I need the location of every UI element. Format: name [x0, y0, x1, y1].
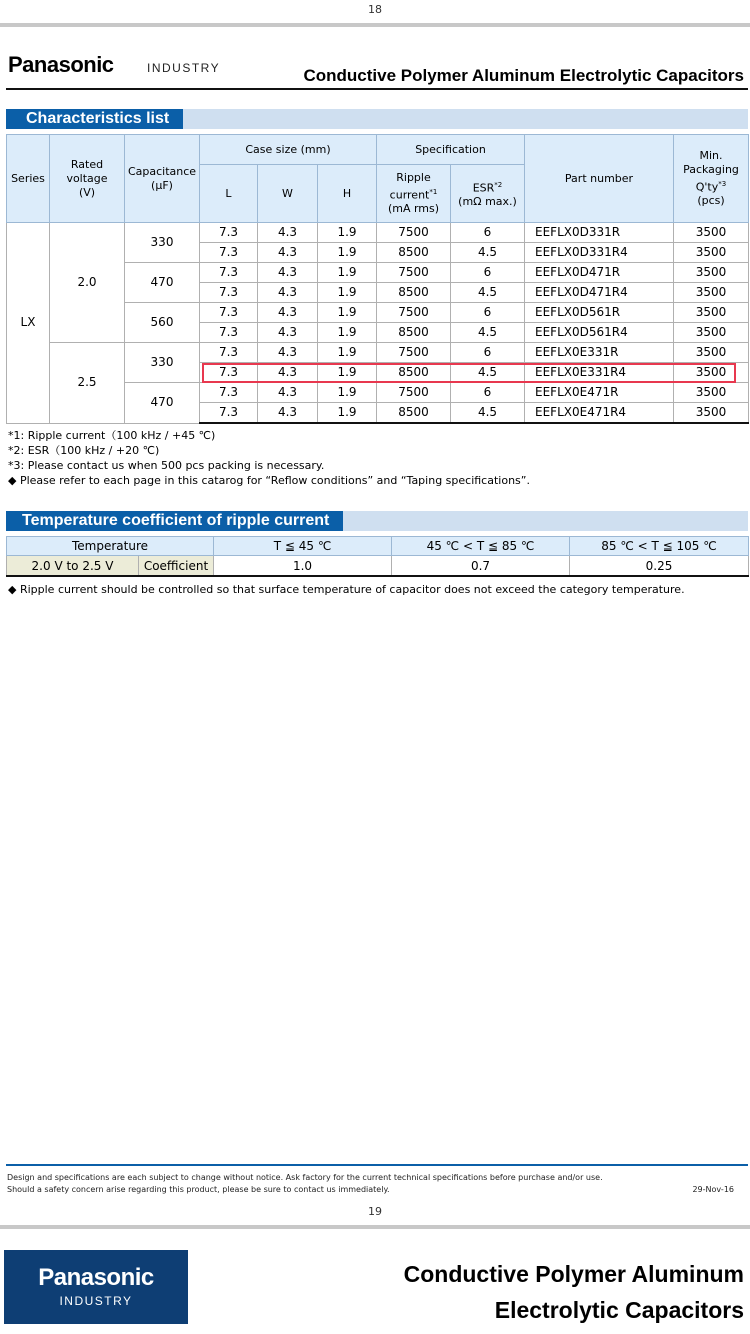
row-esr-cell: 4.5 [451, 243, 525, 263]
row-ripple-cell: 8500 [377, 323, 451, 343]
temp-row-label: Coefficient [139, 556, 214, 577]
row-w-cell: 4.3 [258, 263, 318, 283]
row-w-cell: 4.3 [258, 243, 318, 263]
footer-disclaimer [7, 1172, 603, 1196]
col-header-esr: ESR$^{*2}$ (mΩ max.) [451, 165, 525, 223]
row-h-cell: 1.9 [318, 243, 377, 263]
temp-value-3: 0.25 [570, 556, 749, 577]
row-esr-cell: 6 [451, 343, 525, 363]
col-header-case-size: Case size (mm) [200, 135, 377, 165]
brand-industry: INDUSTRY [147, 61, 221, 75]
row-esr-cell: 6 [451, 303, 525, 323]
row-l-cell: 7.3 [200, 363, 258, 383]
row-min-pack-cell: 3500 [674, 303, 749, 323]
temp-header-col-1: T ≦ 45 ℃ [214, 537, 392, 556]
row-l-cell: 7.3 [200, 323, 258, 343]
row-ripple-cell: 7500 [377, 303, 451, 323]
page-separator-top [0, 23, 750, 27]
highlighted-row-box [202, 363, 736, 383]
row-w-cell: 4.3 [258, 283, 318, 303]
page-separator-bottom [0, 1225, 750, 1229]
row-l-cell: 7.3 [200, 303, 258, 323]
row-h-cell: 1.9 [318, 383, 377, 403]
characteristics-section-header [6, 109, 748, 129]
row-w-cell: 4.3 [258, 343, 318, 363]
col-header-specification: Specification [377, 135, 525, 165]
capacitance-cell: 560 [125, 303, 200, 343]
row-w-cell: 4.3 [258, 363, 318, 383]
row-ripple-cell: 7500 [377, 223, 451, 243]
footer-line-2: Should a safety concern arise regarding this product, please be sure to contact us immediately. [7, 1185, 390, 1194]
col-header-part-number: Part number [525, 135, 674, 223]
row-w-cell: 4.3 [258, 323, 318, 343]
col-header-series: Series [7, 135, 50, 223]
row-l-cell: 7.3 [200, 283, 258, 303]
row-esr-cell: 4.5 [451, 403, 525, 424]
document-title: Conductive Polymer Aluminum Electrolytic Capacitors [303, 66, 744, 85]
col-header-capacitance: Capacitance (μF) [125, 135, 200, 223]
row-w-cell: 4.3 [258, 223, 318, 243]
row-part-number-cell: EEFLX0D561R4 [525, 323, 674, 343]
row-part-number-cell: EEFLX0E471R4 [525, 403, 674, 424]
col-header-ripple: Ripple current$^{*1}$ (mA rms) [377, 165, 451, 223]
row-min-pack-cell: 3500 [674, 223, 749, 243]
row-min-pack-cell: 3500 [674, 403, 749, 424]
row-part-number-cell: EEFLX0E331R4 [525, 363, 674, 383]
row-w-cell: 4.3 [258, 303, 318, 323]
row-ripple-cell: 7500 [377, 383, 451, 403]
row-ripple-cell: 8500 [377, 243, 451, 263]
capacitance-cell: 470 [125, 383, 200, 424]
temperature-section-title: Temperature coefficient of ripple current [6, 511, 343, 531]
row-min-pack-cell: 3500 [674, 343, 749, 363]
capacitance-cell: 470 [125, 263, 200, 303]
bottom-title-line-1: Conductive Polymer Aluminum [403, 1261, 744, 1287]
temp-header-col-2: 45 ℃ < T ≦ 85 ℃ [392, 537, 570, 556]
row-h-cell: 1.9 [318, 223, 377, 243]
footer-rule [6, 1164, 748, 1166]
row-ripple-cell: 8500 [377, 363, 451, 383]
header-rule [6, 88, 748, 90]
footer-date: 29-Nov-16 [692, 1185, 734, 1194]
bottom-title-line-2: Electrolytic Capacitors [494, 1297, 744, 1323]
logo-industry: INDUSTRY [59, 1294, 133, 1308]
row-ripple-cell: 7500 [377, 263, 451, 283]
capacitance-cell: 330 [125, 343, 200, 383]
rated-voltage-cell: 2.5 [50, 343, 125, 424]
brand-logo: Panasonic [8, 52, 114, 77]
row-esr-cell: 6 [451, 383, 525, 403]
row-esr-cell: 4.5 [451, 323, 525, 343]
row-l-cell: 7.3 [200, 343, 258, 363]
row-min-pack-cell: 3500 [674, 323, 749, 343]
row-part-number-cell: EEFLX0D471R4 [525, 283, 674, 303]
temperature-section-header [6, 511, 748, 531]
row-l-cell: 7.3 [200, 243, 258, 263]
row-l-cell: 7.3 [200, 263, 258, 283]
row-part-number-cell: EEFLX0D331R [525, 223, 674, 243]
row-l-cell: 7.3 [200, 403, 258, 424]
characteristics-notes [8, 428, 530, 488]
row-esr-cell: 4.5 [451, 283, 525, 303]
row-part-number-cell: EEFLX0D471R [525, 263, 674, 283]
row-h-cell: 1.9 [318, 363, 377, 383]
page-number-top: 18 [368, 3, 382, 16]
temp-value-1: 1.0 [214, 556, 392, 577]
row-min-pack-cell: 3500 [674, 363, 749, 383]
row-w-cell: 4.3 [258, 403, 318, 424]
row-min-pack-cell: 3500 [674, 383, 749, 403]
temp-value-2: 0.7 [392, 556, 570, 577]
row-h-cell: 1.9 [318, 283, 377, 303]
temperature-table [6, 536, 749, 577]
row-h-cell: 1.9 [318, 343, 377, 363]
row-h-cell: 1.9 [318, 263, 377, 283]
row-l-cell: 7.3 [200, 223, 258, 243]
footer-line-1: Design and specifications are each subject to change without notice. Ask factory for the current technical specifications before purchase and/or use. [7, 1173, 603, 1182]
row-min-pack-cell: 3500 [674, 263, 749, 283]
bottom-title [404, 1256, 744, 1328]
temp-header-label: Temperature [7, 537, 214, 556]
logo-brand: Panasonic [38, 1264, 154, 1291]
table-row [7, 223, 749, 243]
row-h-cell: 1.9 [318, 303, 377, 323]
capacitance-cell: 330 [125, 223, 200, 263]
temp-header-col-3: 85 ℃ < T ≦ 105 ℃ [570, 537, 749, 556]
note-reflow: ◆ Please refer to each page in this catarog for “Reflow conditions” and “Taping specifications”. [8, 474, 530, 487]
temp-row-voltage: 2.0 V to 2.5 V [7, 556, 139, 577]
row-ripple-cell: 7500 [377, 343, 451, 363]
row-ripple-cell: 8500 [377, 283, 451, 303]
row-part-number-cell: EEFLX0E471R [525, 383, 674, 403]
series-cell: LX [7, 223, 50, 424]
characteristics-section-title: Characteristics list [6, 109, 183, 129]
rated-voltage-cell: 2.0 [50, 223, 125, 343]
col-header-h: H [318, 165, 377, 223]
row-esr-cell: 6 [451, 263, 525, 283]
col-header-min-packaging: Min. Packaging $Q'ty^{*3}$ (pcs) [674, 135, 749, 223]
note-esr: *2: ESR（100 kHz / +20 ℃) [8, 444, 160, 457]
row-h-cell: 1.9 [318, 323, 377, 343]
panasonic-logo-box [4, 1250, 188, 1324]
col-header-w: W [258, 165, 318, 223]
row-h-cell: 1.9 [318, 403, 377, 424]
temperature-note: ◆ Ripple current should be controlled so that surface temperature of capacitor does not exceed the category temperature. [8, 583, 685, 596]
row-w-cell: 4.3 [258, 383, 318, 403]
col-header-l: L [200, 165, 258, 223]
row-part-number-cell: EEFLX0E331R [525, 343, 674, 363]
row-ripple-cell: 8500 [377, 403, 451, 424]
col-header-rated-voltage: Rated voltage (V) [50, 135, 125, 223]
page-number-bottom: 19 [368, 1205, 382, 1218]
note-ripple: *1: Ripple current（100 kHz / +45 ℃) [8, 429, 216, 442]
note-packing: *3: Please contact us when 500 pcs packing is necessary. [8, 459, 325, 472]
row-min-pack-cell: 3500 [674, 283, 749, 303]
row-l-cell: 7.3 [200, 383, 258, 403]
table-row [7, 343, 749, 363]
row-part-number-cell: EEFLX0D561R [525, 303, 674, 323]
row-part-number-cell: EEFLX0D331R4 [525, 243, 674, 263]
row-min-pack-cell: 3500 [674, 243, 749, 263]
row-esr-cell: 4.5 [451, 363, 525, 383]
row-esr-cell: 6 [451, 223, 525, 243]
